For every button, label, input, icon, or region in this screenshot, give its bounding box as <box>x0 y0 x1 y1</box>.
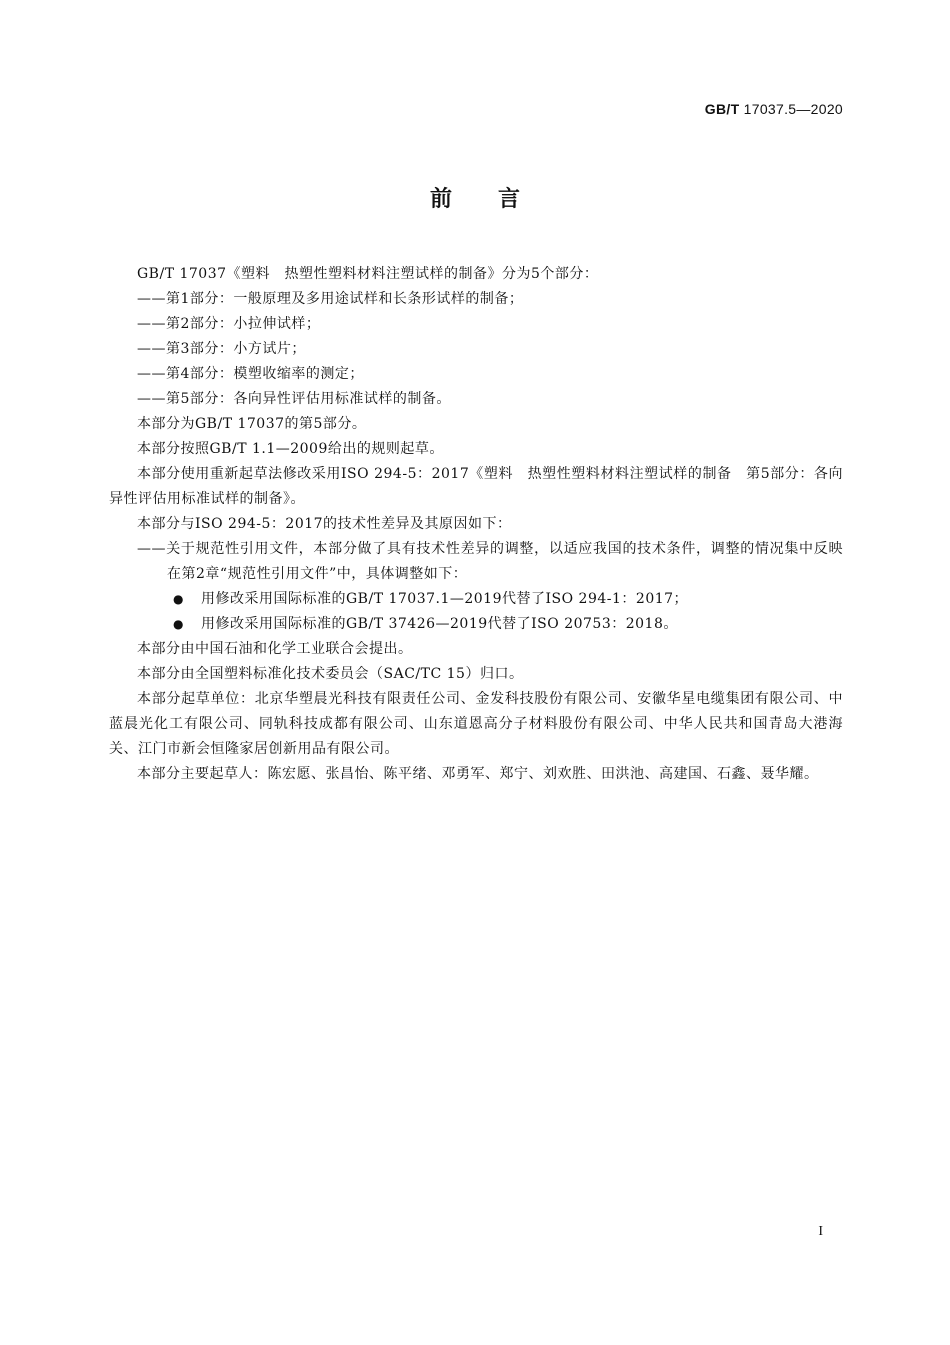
part-item-3: ——第3部分：小方试片； <box>137 341 306 357</box>
bullet-dot-icon: ● <box>173 592 184 606</box>
bullet-dot-icon: ● <box>173 617 184 631</box>
bullet-item-text: 用修改采用国际标准的GB/T 17037.1—2019代替了ISO 294-1：2017； <box>201 591 689 607</box>
drafters-paragraph: 本部分主要起草人：陈宏愿、张昌怡、陈平绪、邓勇军、郑宁、刘欢胜、田洪池、高建国、石鑫、聂华耀。 <box>137 766 819 782</box>
part-item-1: ——第1部分：一般原理及多用途试样和长条形试样的制备； <box>137 291 524 307</box>
adoption-paragraph: 本部分使用重新起草法修改采用ISO 294-5：2017《塑料 热塑性塑料材料注塑试样的制备 第5部分：各向异性评估用标准试样的制备》。 <box>109 466 843 507</box>
differences-item: ——关于规范性引用文件，本部分做了具有技术性差异的调整，以适应我国的技术条件，调整的情况集中反映在第2章“规范性引用文件”中，具体调整如下： <box>137 541 843 582</box>
standard-code-prefix: GB/T <box>704 101 740 117</box>
part-item-5: ——第5部分：各向异性评估用标准试样的制备。 <box>137 391 451 407</box>
differences-intro-paragraph: 本部分与ISO 294-5：2017的技术性差异及其原因如下： <box>137 516 512 532</box>
part-item-4: ——第4部分：模塑收缩率的测定； <box>137 366 364 382</box>
page-title: 前言 <box>429 187 566 212</box>
intro-paragraph: GB/T 17037《塑料 热塑性塑料材料注塑试样的制备》分为5个部分： <box>137 266 599 282</box>
drafting-rules-paragraph: 本部分按照GB/T 1.1—2009给出的规则起草。 <box>137 441 444 457</box>
drafting-units-paragraph: 本部分起草单位：北京华塑晨光科技有限责任公司、金发科技股份有限公司、安徽华星电缆集团有限公司、中蓝晨光化工有限公司、同轨科技成都有限公司、山东道恩高分子材料股份有限公司、中华人民共和国青岛大港海关、江门市新会恒隆家居创新用品有限公司。 <box>109 691 843 757</box>
foreword-body <box>109 262 843 787</box>
jurisdiction-paragraph: 本部分由全国塑料标准化技术委员会（SAC/TC 15）归口。 <box>137 666 524 682</box>
proposed-by-paragraph: 本部分由中国石油和化学工业联合会提出。 <box>137 641 413 657</box>
bullet-item-2 <box>109 612 843 637</box>
bullet-item-text: 用修改采用国际标准的GB/T 37426—2019代替了ISO 20753：2018。 <box>201 616 678 632</box>
this-part-paragraph: 本部分为GB/T 17037的第5部分。 <box>137 416 367 432</box>
page-number: I <box>818 1224 823 1239</box>
part-item-2: ——第2部分：小拉伸试样； <box>137 316 321 332</box>
standard-code <box>705 101 843 117</box>
standard-code-number: 17037.5—2020 <box>743 101 843 117</box>
bullet-item-1 <box>109 587 843 612</box>
